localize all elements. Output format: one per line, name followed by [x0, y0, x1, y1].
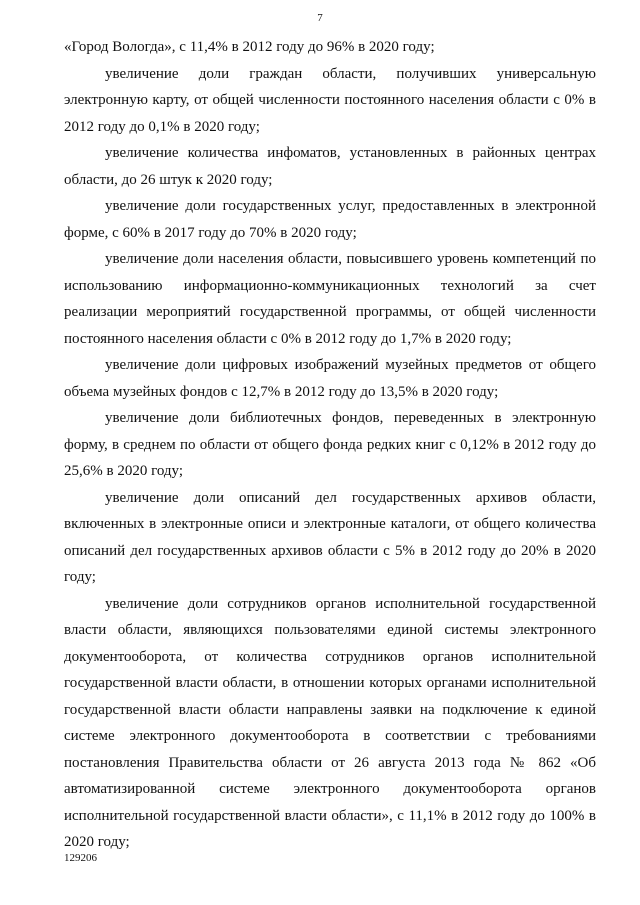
- page-number: 7: [317, 12, 323, 24]
- document-body: [64, 34, 596, 856]
- paragraph: увеличение количества инфоматов, установленных в районных центрах области, до 26 штук к 2020 году;: [64, 145, 596, 188]
- paragraph: увеличение доли граждан области, получивших универсальную электронную карту, от общей численности постоянного населения области с 0% в 2012 году до 0,1% в 2020 году;: [64, 65, 596, 135]
- paragraph: увеличение доли населения области, повысившего уровень компетенций по использованию информационно-коммуникационных технологий за счет реализации мероприятий государственной программы, от общей численности постоянного населения области с 0% в 2012 году до 1,7% в 2020 году;: [64, 251, 596, 347]
- paragraph: увеличение доли описаний дел государственных архивов области, включенных в электронные описи и электронные каталоги, от общего количества описаний дел государственных архивов области с 5% в 2012 году до 20% в 2020 году;: [64, 489, 596, 585]
- paragraph: увеличение доли библиотечных фондов, переведенных в электронную форму, в среднем по области от общего фонда редких книг с 0,12% в 2012 году до 25,6% в 2020 году;: [64, 410, 596, 479]
- paragraph: увеличение доли государственных услуг, предоставленных в электронной форме, с 60% в 2017 году до 70% в 2020 году;: [64, 198, 596, 241]
- paragraph: увеличение доли сотрудников органов исполнительной государственной власти области, являющихся пользователями единой системы электронного документооборота, от количества сотрудников органов исполнительной государственной власти области, в отношении которых органами исполнительной государственной власти области направлены заявки на подключение к единой системе электронного документооборота в соответствии с требованиями постановления Правительства области от 26 августа 2013 года № 862 «Об автоматизированной системе электронного документооборота органов исполнительной государственной власти области», с 11,1% в 2012 году до 100% в 2020 году;: [64, 595, 596, 850]
- document-code: 129206: [64, 852, 97, 864]
- paragraph: увеличение доли цифровых изображений музейных предметов от общего объема музейных фондов с 12,7% в 2012 году до 13,5% в 2020 году;: [64, 357, 596, 400]
- paragraph: «Город Вологда», с 11,4% в 2012 году до 96% в 2020 году;: [64, 39, 435, 55]
